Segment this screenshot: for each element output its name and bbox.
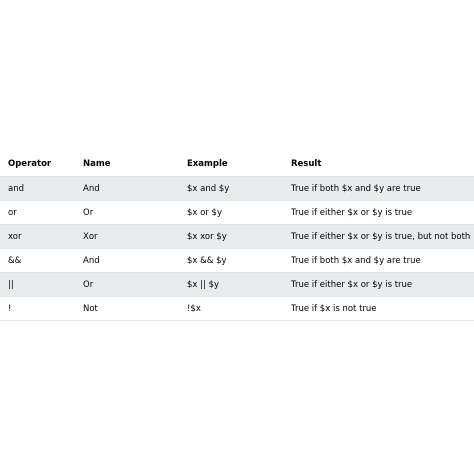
operator-cell: and [0,177,75,201]
table-body [0,177,474,321]
table-row [0,273,474,297]
operator-cell: xor [0,225,75,249]
name-cell: Xor [75,225,179,249]
example-cell: $x xor $y [179,225,283,249]
example-cell: $x and $y [179,177,283,201]
result-cell: True if either $x or $y is true, but not both [283,225,474,249]
result-cell: True if $x is not true [283,297,474,321]
operator-cell: ! [0,297,75,321]
table-row [0,297,474,321]
result-cell: True if both $x and $y are true [283,249,474,273]
operator-cell: || [0,273,75,297]
logical-operators-table [0,152,474,321]
result-cell: True if either $x or $y is true [283,273,474,297]
result-cell: True if either $x or $y is true [283,201,474,225]
table-row [0,201,474,225]
name-cell: Or [75,273,179,297]
operator-cell: or [0,201,75,225]
example-cell: $x or $y [179,201,283,225]
table-row [0,249,474,273]
table-row [0,225,474,249]
name-cell: Not [75,297,179,321]
header-row [0,152,474,177]
example-cell: $x || $y [179,273,283,297]
table-row [0,177,474,201]
example-cell: $x && $y [179,249,283,273]
column-header-example: Example [179,152,283,177]
name-cell: Or [75,201,179,225]
operator-cell: && [0,249,75,273]
column-header-name: Name [75,152,179,177]
column-header-result: Result [283,152,474,177]
name-cell: And [75,177,179,201]
column-header-operator: Operator [0,152,75,177]
example-cell: !$x [179,297,283,321]
result-cell: True if both $x and $y are true [283,177,474,201]
name-cell: And [75,249,179,273]
table-header [0,152,474,177]
